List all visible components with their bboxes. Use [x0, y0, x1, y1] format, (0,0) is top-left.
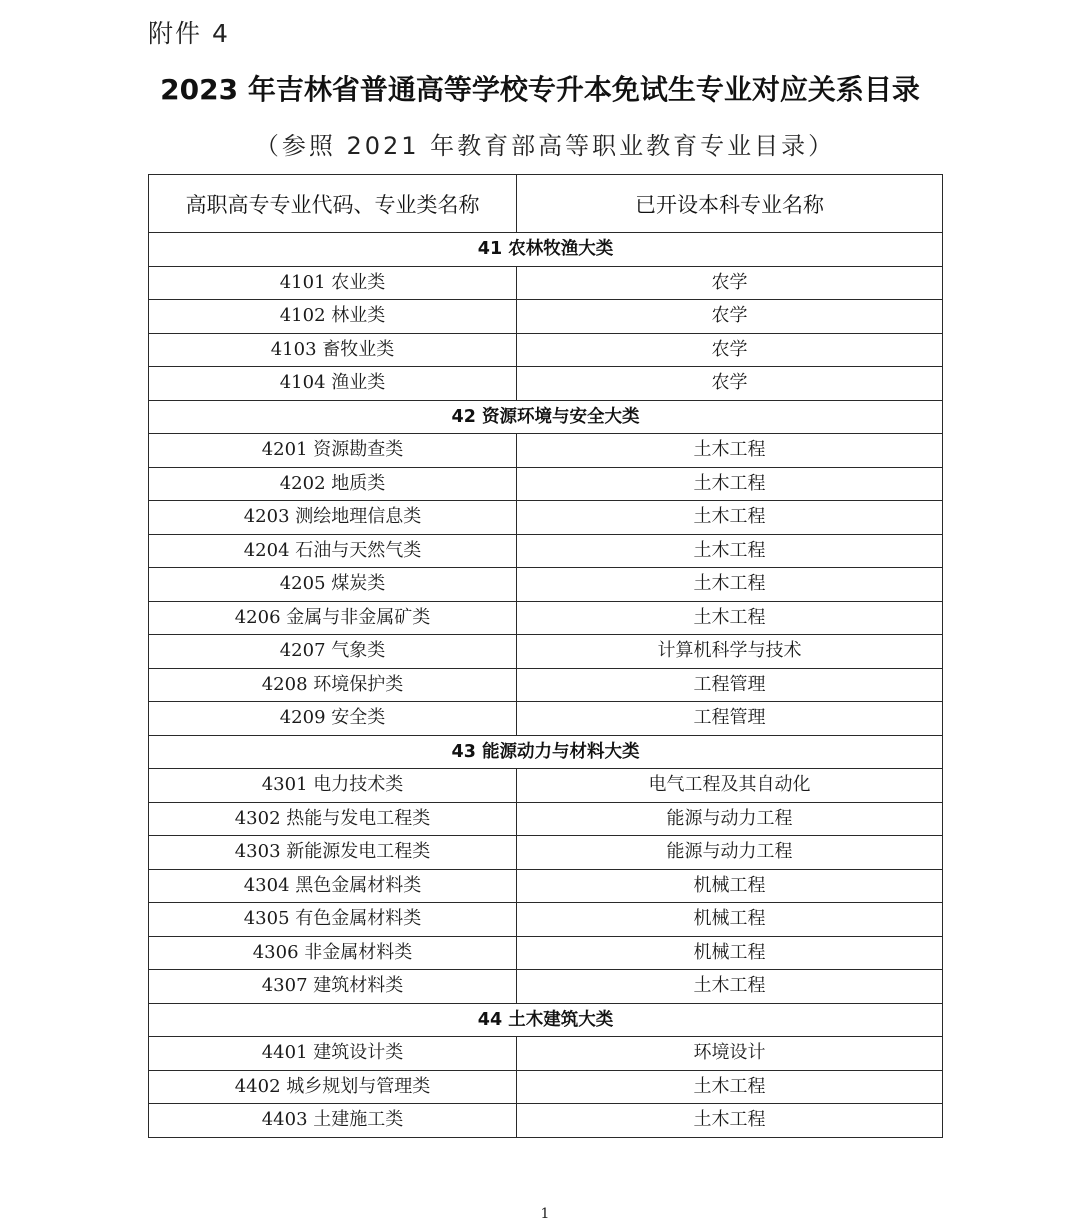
table-row — [149, 434, 943, 468]
table-row — [149, 936, 943, 970]
table-row — [149, 501, 943, 535]
undergraduate-major-cell: 工程管理 — [517, 702, 943, 736]
category-row — [149, 735, 943, 769]
category-row — [149, 233, 943, 267]
undergraduate-major-cell: 土木工程 — [517, 467, 943, 501]
undergraduate-major-cell: 农学 — [517, 333, 943, 367]
category-label: 41 农林牧渔大类 — [149, 233, 943, 267]
table-row — [149, 702, 943, 736]
vocational-major-cell: 4203 测绘地理信息类 — [149, 501, 517, 535]
undergraduate-major-cell: 机械工程 — [517, 869, 943, 903]
table-row — [149, 769, 943, 803]
vocational-major-cell: 4104 渔业类 — [149, 367, 517, 401]
table-row — [149, 903, 943, 937]
undergraduate-major-cell: 能源与动力工程 — [517, 802, 943, 836]
vocational-major-cell: 4209 安全类 — [149, 702, 517, 736]
table-row — [149, 668, 943, 702]
table-row — [149, 836, 943, 870]
vocational-major-cell: 4303 新能源发电工程类 — [149, 836, 517, 870]
table-row — [149, 467, 943, 501]
undergraduate-major-cell: 土木工程 — [517, 970, 943, 1004]
vocational-major-cell: 4206 金属与非金属矿类 — [149, 601, 517, 635]
undergraduate-major-cell: 农学 — [517, 300, 943, 334]
vocational-major-cell: 4202 地质类 — [149, 467, 517, 501]
vocational-major-cell: 4302 热能与发电工程类 — [149, 802, 517, 836]
category-row — [149, 1003, 943, 1037]
table-row — [149, 869, 943, 903]
vocational-major-cell: 4204 石油与天然气类 — [149, 534, 517, 568]
category-label: 43 能源动力与材料大类 — [149, 735, 943, 769]
table-row — [149, 601, 943, 635]
undergraduate-major-cell: 土木工程 — [517, 1070, 943, 1104]
undergraduate-major-cell: 机械工程 — [517, 936, 943, 970]
table-row — [149, 970, 943, 1004]
table-row — [149, 1104, 943, 1138]
category-label: 42 资源环境与安全大类 — [149, 400, 943, 434]
table-row — [149, 534, 943, 568]
document-subtitle: （参照 2021 年教育部高等职业教育专业目录） — [254, 132, 836, 160]
vocational-major-cell: 4101 农业类 — [149, 266, 517, 300]
major-correspondence-table — [148, 174, 943, 1138]
undergraduate-major-cell: 机械工程 — [517, 903, 943, 937]
category-row — [149, 400, 943, 434]
page-number: 1 — [540, 1206, 550, 1222]
vocational-major-cell: 4301 电力技术类 — [149, 769, 517, 803]
vocational-major-cell: 4103 畜牧业类 — [149, 333, 517, 367]
header-vocational-major: 高职高专专业代码、专业类名称 — [149, 175, 517, 233]
undergraduate-major-cell: 环境设计 — [517, 1037, 943, 1071]
table-row — [149, 568, 943, 602]
attachment-label: 附件 4 — [148, 19, 230, 48]
undergraduate-major-cell: 土木工程 — [517, 568, 943, 602]
table-row — [149, 1037, 943, 1071]
table-row — [149, 1070, 943, 1104]
vocational-major-cell: 4401 建筑设计类 — [149, 1037, 517, 1071]
undergraduate-major-cell: 土木工程 — [517, 434, 943, 468]
undergraduate-major-cell: 计算机科学与技术 — [517, 635, 943, 669]
undergraduate-major-cell: 土木工程 — [517, 534, 943, 568]
vocational-major-cell: 4307 建筑材料类 — [149, 970, 517, 1004]
table-row — [149, 802, 943, 836]
vocational-major-cell: 4305 有色金属材料类 — [149, 903, 517, 937]
undergraduate-major-cell: 农学 — [517, 266, 943, 300]
document-title: 2023 年吉林省普通高等学校专升本免试生专业对应关系目录 — [160, 73, 920, 106]
vocational-major-cell: 4304 黑色金属材料类 — [149, 869, 517, 903]
vocational-major-cell: 4403 土建施工类 — [149, 1104, 517, 1138]
undergraduate-major-cell: 能源与动力工程 — [517, 836, 943, 870]
table-row — [149, 266, 943, 300]
vocational-major-cell: 4207 气象类 — [149, 635, 517, 669]
undergraduate-major-cell: 电气工程及其自动化 — [517, 769, 943, 803]
category-label: 44 土木建筑大类 — [149, 1003, 943, 1037]
table-header-row — [149, 175, 943, 233]
table-row — [149, 300, 943, 334]
vocational-major-cell: 4201 资源勘查类 — [149, 434, 517, 468]
undergraduate-major-cell: 土木工程 — [517, 1104, 943, 1138]
vocational-major-cell: 4306 非金属材料类 — [149, 936, 517, 970]
vocational-major-cell: 4208 环境保护类 — [149, 668, 517, 702]
vocational-major-cell: 4402 城乡规划与管理类 — [149, 1070, 517, 1104]
undergraduate-major-cell: 土木工程 — [517, 601, 943, 635]
table-row — [149, 333, 943, 367]
header-undergraduate-major: 已开设本科专业名称 — [517, 175, 943, 233]
undergraduate-major-cell: 土木工程 — [517, 501, 943, 535]
undergraduate-major-cell: 工程管理 — [517, 668, 943, 702]
undergraduate-major-cell: 农学 — [517, 367, 943, 401]
vocational-major-cell: 4205 煤炭类 — [149, 568, 517, 602]
table-row — [149, 635, 943, 669]
vocational-major-cell: 4102 林业类 — [149, 300, 517, 334]
table-row — [149, 367, 943, 401]
